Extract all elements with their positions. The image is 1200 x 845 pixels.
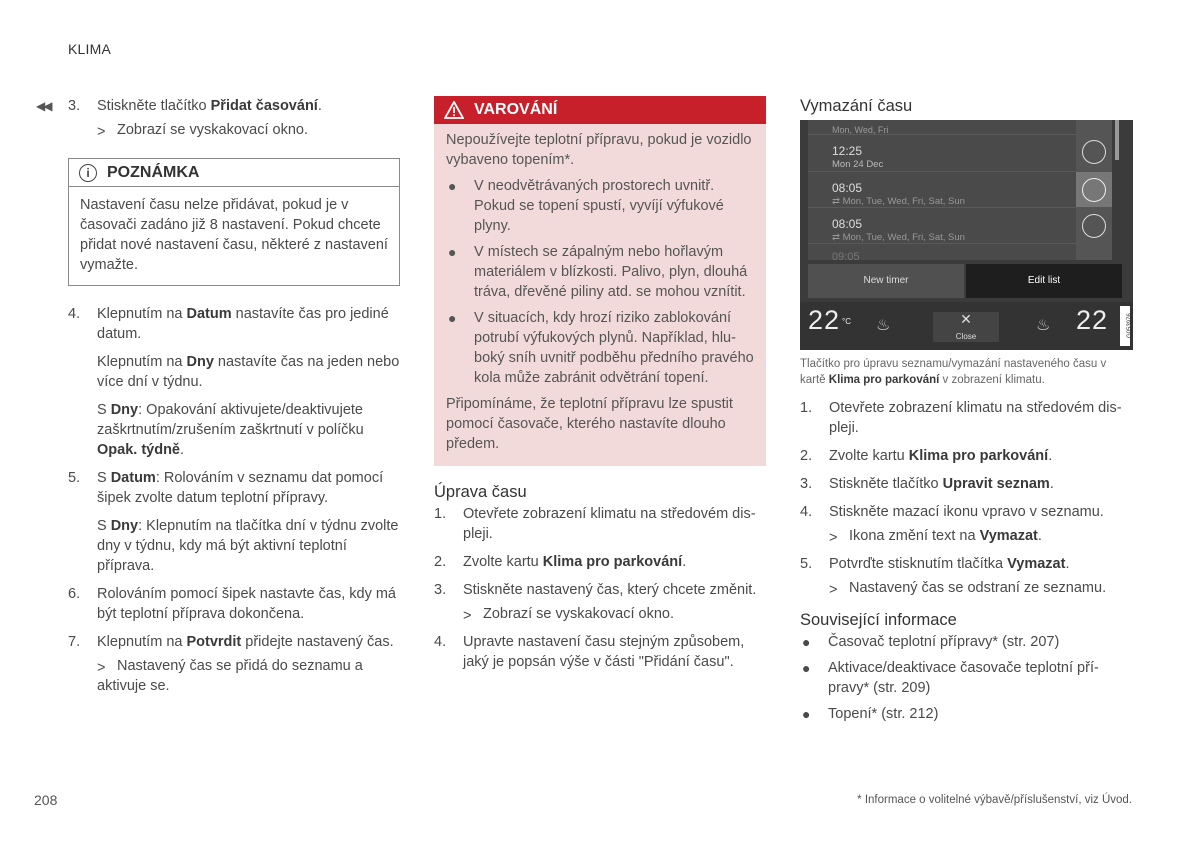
timer-edit-icon[interactable] <box>1082 214 1106 238</box>
icon-column <box>1076 120 1112 260</box>
warning-triangle-icon <box>444 101 464 119</box>
step-4-repeat: S Dny: Opakování aktivujete/deaktivujete zaškrtnutím/zrušením zaškrtnutí v políčku Opak. týdně. <box>97 402 364 458</box>
step-4-days: Klepnutím na Dny nastavíte čas na jeden nebo více dní v týdnu. <box>97 354 400 390</box>
timer-row: 09:05 <box>832 251 860 263</box>
note-title: POZNÁMKA <box>107 163 200 181</box>
temp-unit: °C <box>842 317 851 326</box>
edit-step-1: 1. Otevřete zobrazení klimatu na středovém displeji. <box>434 506 756 542</box>
warning-box <box>434 96 766 466</box>
column-left <box>36 96 404 696</box>
temp-left[interactable]: 22 <box>808 305 841 335</box>
step-7: 7. Klepnutím na Potvrdit přidejte nastavený čas. <box>68 634 394 650</box>
delete-step-1: 1. Otevřete zobrazení klimatu na středovém displeji. <box>800 400 1122 436</box>
step-4: 4. Klepnutím na Datum nastavíte čas pro jediné datum. <box>68 306 389 342</box>
page-number: 208 <box>34 792 58 808</box>
delete-step-5: 5. Potvrďte stisknutím tlačítka Vymazat. <box>800 556 1070 572</box>
page-header: KLIMA <box>68 41 112 57</box>
continued-marker: ◀◀ <box>36 99 51 113</box>
timer-row: Mon, Wed, Fri <box>808 120 1104 135</box>
column-middle <box>434 96 766 672</box>
timer-list <box>808 120 1104 263</box>
edit-list-button[interactable]: Edit list <box>966 264 1122 298</box>
temp-right[interactable]: 22 <box>1076 305 1109 335</box>
related-link[interactable]: ● Aktivace/deaktivace časovače teplotní přípravy* (str. 209) <box>802 660 1099 696</box>
timer-row[interactable]: 12:25 Mon 24 Dec <box>808 135 1104 172</box>
step-3: 3. Stiskněte tlačítko Přidat časování. <box>68 98 322 114</box>
step-7-result: > Nastavený čas se přidá do seznamu a aktivuje se. <box>97 658 363 694</box>
warning-intro: Nepoužívejte teplotní přípravu, pokud je vozidlo vybaveno topením*. <box>446 132 752 168</box>
figure-caption: Tlačítko pro úpravu seznamu/vymazání nastaveného času v kartě Klima pro parkování v zobrazení klimatu. <box>800 358 1107 386</box>
column-right <box>800 96 1134 724</box>
new-timer-button[interactable]: New timer <box>808 264 964 298</box>
section-heading-delete: Vymazání času <box>800 97 913 115</box>
delete-step-4-result: > Ikona změní text na Vymazat. <box>829 528 1042 546</box>
warning-bullet: ● V situacích, kdy hrozí riziko zablokování potrubí výfukových plynů. Například, hluboký sníh uvnitř podběhu předního pravého kola může zabránit odvětrání topení. <box>448 310 754 386</box>
edit-step-3-result: > Zobrazí se vyskakovací okno. <box>463 606 674 624</box>
related-heading: Související informace <box>800 611 957 629</box>
step-6: 6. Rolováním pomocí šipek nastavte čas, kdy má být teplotní příprava dokončena. <box>68 586 396 622</box>
climate-bar <box>800 302 1133 350</box>
edit-step-2: 2. Zvolte kartu Klima pro parkování. <box>434 554 687 570</box>
related-link[interactable]: ● Topení* (str. 212) <box>802 706 939 722</box>
warning-outro: Připomínáme, že teplotní přípravu lze spustit pomocí časovače, kterého nastavíte dlouho předem. <box>446 396 733 452</box>
delete-step-3: 3. Stiskněte tlačítko Upravit seznam. <box>800 476 1054 492</box>
warning-bullet: ● V místech se zápalným nebo hořlavým materiálem v blízkosti. Palivo, plyn, dlouhá tráva, dřevěné piliny atd. se mohou vznítit. <box>448 244 748 300</box>
scrollbar[interactable] <box>1115 120 1119 160</box>
timer-edit-icon-active[interactable] <box>1076 172 1112 207</box>
timer-row[interactable]: 08:05 ⇄ Mon, Tue, Wed, Fri, Sat, Sun <box>808 172 1104 208</box>
image-code: G053976 <box>1120 306 1130 346</box>
related-link[interactable]: ● Časovač teplotní přípravy* (str. 207) <box>802 634 1060 650</box>
note-text: Nastavení času nelze přidávat, pokud je v časovači zadáno již 8 nastavení. Pokud chcete přidat nové nastavení času, některé z nastavení vymažte. <box>80 197 388 273</box>
section-heading-edit: Úprava času <box>434 483 527 501</box>
warning-bullet: ● V neodvětrávaných prostorech uvnitř. Pokud se topení spustí, vyvíjí výfukové plyny. <box>448 178 724 234</box>
delete-step-2: 2. Zvolte kartu Klima pro parkování. <box>800 448 1053 464</box>
step-3-result: > Zobrazí se vyskakovací okno. <box>97 122 308 140</box>
footnote: * Informace o volitelné výbavě/příslušenství, viz Úvod. <box>857 794 1132 806</box>
info-icon: i <box>79 164 97 182</box>
close-button[interactable]: ✕ Close <box>933 312 999 342</box>
delete-step-5-result: > Nastavený čas se odstraní ze seznamu. <box>829 580 1107 598</box>
close-icon: ✕ <box>960 311 972 327</box>
timer-row[interactable]: 08:05 ⇄ Mon, Tue, Wed, Fri, Sat, Sun <box>808 208 1104 244</box>
step-5-days: S Dny: Klepnutím na tlačítka dní v týdnu zvolte dny v týdnu, kdy má být aktivní teplotní příprava. <box>97 518 399 574</box>
edit-step-3: 3. Stiskněte nastavený čas, který chcete změnit. <box>434 582 757 598</box>
note-box <box>68 158 400 286</box>
seat-heat-left-icon[interactable]: ♨ <box>876 317 891 334</box>
climate-screen-image <box>800 120 1133 350</box>
timer-edit-icon[interactable] <box>1082 140 1106 164</box>
step-5: 5. S Datum: Rolováním v seznamu dat pomocí šipek zvolte datum teplotní přípravy. <box>68 470 384 506</box>
edit-step-4: 4. Upravte nastavení času stejným způsobem, jaký je popsán výše v části "Přidání času". <box>434 634 745 670</box>
warning-title: VAROVÁNÍ <box>474 101 558 118</box>
seat-heat-right-icon[interactable]: ♨ <box>1036 317 1051 334</box>
delete-step-4: 4. Stiskněte mazací ikonu vpravo v seznamu. <box>800 504 1104 520</box>
